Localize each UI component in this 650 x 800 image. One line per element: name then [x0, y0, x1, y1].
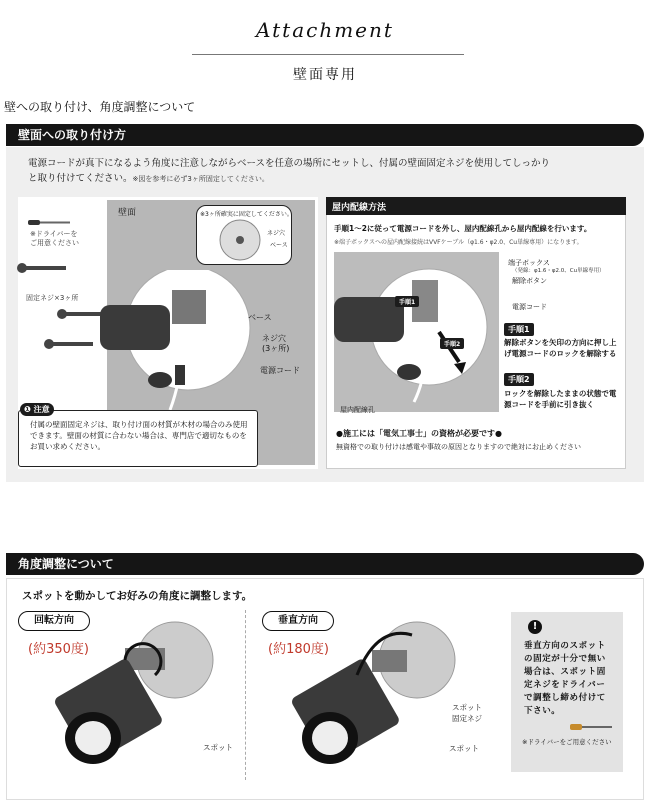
vertical-spot-label: スポット [449, 744, 479, 753]
indoor-illustration [334, 252, 499, 417]
label-base: ベース [248, 313, 272, 322]
step1-text: 解除ボタンを矢印の方向に押し上げ電源コードのロックを解除する [504, 338, 617, 358]
angle-lead: スポットを動かしてお好みの角度に調整します。 [22, 590, 253, 602]
label-hole: ネジ穴 (3ヶ所) [262, 334, 290, 353]
note-footer: ※ドライバーをご用意ください [522, 738, 612, 746]
driver-note: ※ドライバーを ご用意ください [30, 230, 79, 247]
mini-step2-tag: 手順2 [440, 338, 464, 349]
desc-line2: と取り付けてください。 [28, 173, 133, 184]
callout-hole: ネジ穴 [267, 230, 286, 237]
license-warning-text: 無資格での取り付けは感電や事故の原因となりますので絶対にお止めください [336, 443, 581, 451]
indoor-step-intro: 手順1～2に従って電源コードを外し、屋内配線孔から屋内配線を行います。 [334, 224, 592, 233]
rotation-label: 回転方向 [18, 611, 90, 631]
script-title: Attachment [256, 18, 394, 42]
page-subtitle: 壁面専用 [293, 67, 357, 83]
wall-label: 壁面 [118, 208, 137, 218]
screw-label: スポット 固定ネジ [452, 703, 482, 723]
caution-tag [20, 403, 54, 416]
section-title-angle: 角度調整について [18, 557, 114, 571]
divider [245, 610, 246, 780]
alert-icon: ! [528, 620, 542, 634]
indoor-hole-label: 屋内配線孔 [340, 406, 375, 414]
adjust-note-text: 垂直方向のスポットの固定が十分で無い場合は、スポット固定ネジをドライバーで調整し締め付けて下さい。 [524, 641, 606, 716]
vertical-angle: (約180度) [268, 642, 329, 657]
section-bar-wall [6, 124, 644, 146]
intro-text: 壁への取り付け、角度調整について [4, 100, 196, 114]
callout-base-icon [210, 218, 270, 263]
vertical-label: 垂直方向 [262, 611, 334, 631]
terminal-label: 端子ボックス [508, 259, 550, 267]
terminal-note: （発線：φ1.6・φ2.0、Cu単線専用） [512, 268, 605, 274]
release-label: 解除ボタン [512, 277, 547, 285]
screws-label: 固定ネジ×3ヶ所 [26, 294, 79, 302]
license-warning-title: ●施工には「電気工事士」の資格が必要です● [336, 429, 502, 438]
desc-line1: 電源コードが真下になるよう角度に注意しながらベースを任意の場所にセットし、付属の壁面固定ネジを使用してしっかり [28, 158, 551, 169]
callout-base: ベース [270, 242, 288, 249]
callout-title: ※3ヶ所確実に固定してください。 [200, 211, 293, 218]
caution-icon: ❶ [24, 405, 31, 414]
section-bar-angle [6, 553, 644, 575]
step2-tag: 手順2 [504, 373, 534, 386]
label-cord: 電源コード [260, 366, 300, 375]
section1-desc [28, 156, 633, 187]
indoor-title: 屋内配線方法 [332, 203, 387, 213]
rotation-spot-label: スポット [203, 743, 233, 752]
desc-note: ※図を参考に必ず3ヶ所固定してください。 [132, 175, 269, 183]
caution-text: 付属の壁面固定ネジは、取り付け面の材質が木材の場合のみ使用できます。壁面の材質に合わない場合は、専門店で適切なものをお買い求めください。 [30, 420, 248, 451]
rotation-angle: (約350度) [28, 642, 89, 657]
step1-tag: 手順1 [504, 323, 534, 336]
note-screwdriver-icon [570, 720, 615, 734]
step2-text: ロックを解除したままの状態で電源コードを手前に引き抜く [504, 389, 617, 409]
header-divider [192, 54, 464, 55]
indoor-cord-label: 電源コード [512, 303, 547, 311]
indoor-step-note: ※端子ボックスへの屋内配線接続はVVFケーブル（φ1.6・φ2.0、Cu単線専用）になります。 [334, 239, 583, 246]
vertical-spot-illustration [292, 620, 467, 770]
screws-illustration [14, 262, 114, 362]
section-title-wall: 壁面への取り付け方 [18, 128, 127, 142]
mini-step1-tag: 手順1 [395, 296, 419, 307]
caution-title: 注意 [33, 405, 50, 414]
